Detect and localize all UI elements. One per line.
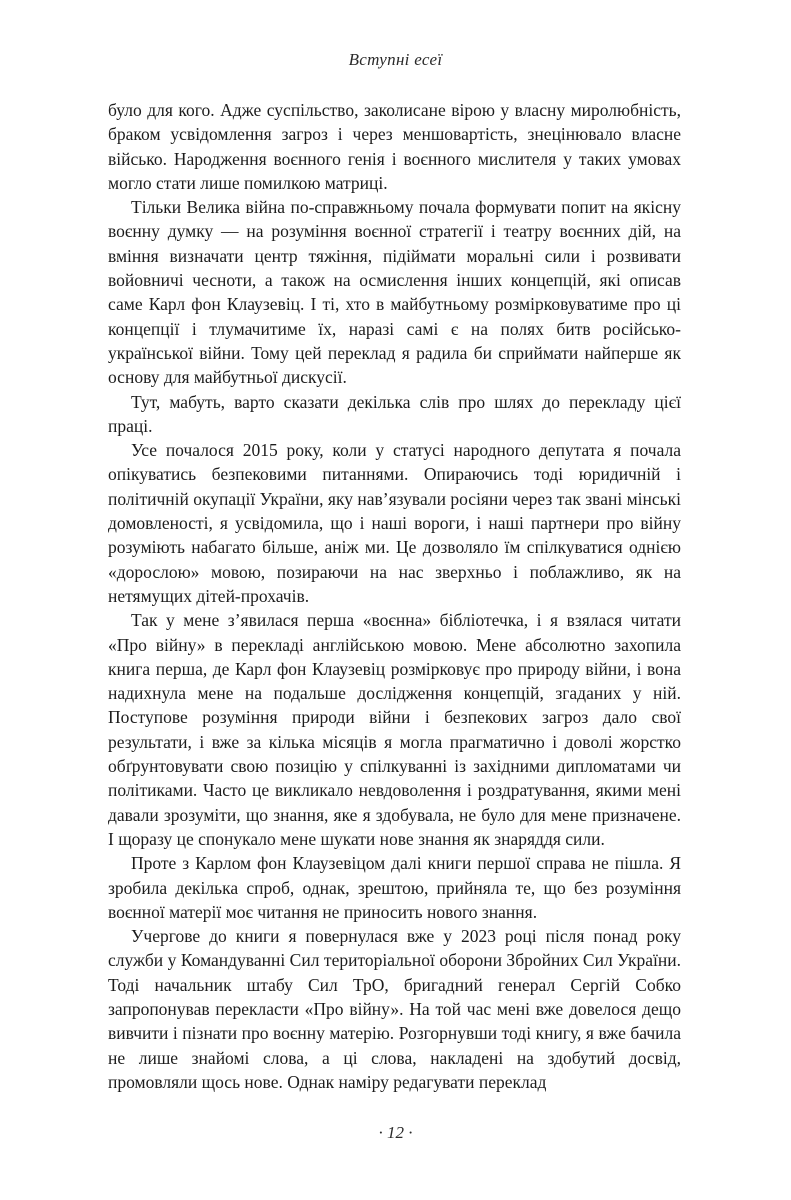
page-number: · 12 · xyxy=(378,1123,413,1142)
paragraph: Так у мене з’явилася перша «воєнна» бібліотечка, і я взялася читати «Про війну» в перекладі англійською мовою. Мене абсолютно захопила книга перша, де Карл фон Клаузевіц розмірковує про природу війни, і вона надихнула мене на подальше дослідження концепцій, згаданих у ній. Поступове розуміння природи війни і безпекових загроз дало свої результати, і вже за кілька місяців я могла прагматично і доволі жорстко обґрунтовувати свою позицію у спілкуванні із західними дипломатами чи політиками. Часто це викликало невдоволення і роздратування, якими мені давали зрозуміти, що знання, яке я здобувала, не було для мене призначене. І щоразу це спонукало мене шукати нове знання як знаряддя сили. xyxy=(108,610,681,849)
running-header: Вступні есеї xyxy=(348,50,443,69)
paragraph: Проте з Карлом фон Клаузевіцом далі книги першої справа не пішла. Я зробила декілька спроб, однак, зрештою, прийняла те, що без розуміння воєнної матерії моє читання не приносить нового знання. xyxy=(108,853,681,922)
paragraph: Учергове до книги я повернулася вже у 2023 році після понад року служби у Командуванні Сил територіальної оборони Збройних Сил України. Тоді начальник штабу Сил ТрО, бригадний генерал Сергій Собко запропонував перекласти «Про війну». На той час мені вже довелося дещо вивчити і пізнати про воєнну матерію. Розгорнувши тоді книгу, я вже бачила не лише знайомі слова, а ці слова, накладені на здобутий досвід, промовляли щось нове. Однак наміру редагувати переклад xyxy=(108,926,681,1092)
paragraph: Тільки Велика війна по-справжньому почала формувати попит на якісну воєнну думку — на розуміння воєнної стратегії і театру воєнних дій, на вміння визначати центр тяжіння, підіймати моральні сили і розвивати войовничі чесноти, а також на осмислення інших концепцій, які описав саме Карл фон Клаузевіц. І ті, хто в майбутньому розмірковуватиме про ці концепції і тлумачитиме їх, наразі самі є на полях битв російсько-української війни. Тому цей переклад я радила би сприймати найперше як основу для майбутньої дискусії. xyxy=(108,197,681,388)
paragraph: Тут, мабуть, варто сказати декілька слів про шлях до перекладу цієї праці. xyxy=(108,391,681,436)
paragraph: було для кого. Адже суспільство, заколисане вірою у власну миролюбність, браком усвідомлення загроз і через меншовартість, знецінювало власне військо. Народження воєнного генія і воєнного мислителя у таких умовах могло стати лише помилкою матриці. xyxy=(108,100,681,193)
body-text xyxy=(108,98,681,1094)
paragraph: Усе почалося 2015 року, коли у статусі народного депутата я почала опікуватись безпековими питаннями. Опираючись тоді юридичній і політичній окупації України, яку нав’язували росіяни через так звані мінські домовленості, я усвідомила, що і наші вороги, і наші партнери про війну розуміють набагато більше, аніж ми. Це дозволяло їм спілкуватися однією «дорослою» мовою, позираючи на нас зверхньо і поблажливо, як на нетямущих дітей-прохачів. xyxy=(108,440,681,606)
